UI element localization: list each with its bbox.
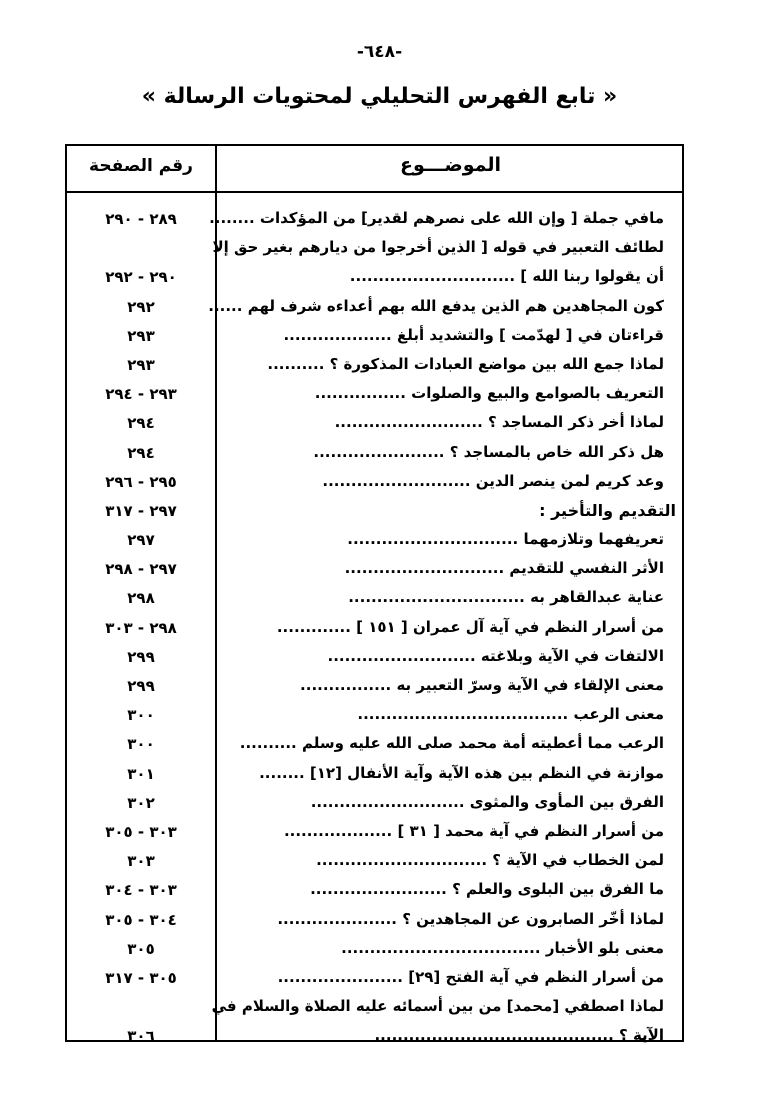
table-row (67, 527, 682, 556)
topic-label: قراءتان في [ لهدّمت ] والتشديد أبلغ (396, 325, 664, 344)
topic-text (223, 705, 664, 723)
topic-label: لماذا أخر ذكر المساجد ؟ (488, 413, 664, 432)
leader-dots: ............................ (344, 559, 505, 578)
page-ref: ٢٩٩ (127, 677, 155, 695)
topic-text (208, 296, 664, 315)
topic-label: الرعب مما أعطيته أمة محمد صلى الله عليه وسلم (301, 734, 664, 753)
topic-text (223, 472, 664, 490)
leader-dots: ..................................... (357, 705, 569, 724)
page-ref: ٢٩٠ - ٢٩٢ (105, 268, 177, 287)
topic-label: معنى الرعب (573, 705, 664, 724)
topic-label: التعريف بالصوامع والبيع والصلوات (411, 384, 664, 403)
topic-label: معنى بلو الأخبار (545, 938, 664, 957)
topic-label: من أسرار النظم في آية الفتح [٢٩] (408, 967, 664, 986)
leader-dots: ................... (283, 821, 393, 840)
table-row (67, 294, 682, 323)
topic-label: لمن الخطاب في الآية ؟ (492, 851, 664, 870)
table-row (67, 323, 682, 352)
leader-dots: ..................... (277, 909, 398, 928)
table-row (67, 848, 682, 877)
page-ref: ٢٩٣ (127, 355, 155, 374)
topic-label: وعد كريم لمن ينصر الدين (475, 471, 664, 490)
leader-dots: .......................................... (374, 1026, 614, 1045)
topic-text (223, 413, 664, 431)
page-ref: ٣٠٣ - ٣٠٤ (105, 881, 177, 900)
page-ref: ٣٠٦ (127, 1027, 155, 1046)
topic-text (223, 588, 664, 606)
page-number: -٦٤٨- (356, 42, 403, 62)
table-row (67, 585, 682, 614)
column-header-topic: الموضـــوع (399, 154, 502, 176)
header-divider (67, 191, 682, 193)
page-ref: ٣٠٣ (127, 852, 155, 871)
topic-label: لماذا اصطفي [محمد] من بين أسمائه عليه الصلاة والسلام في (211, 997, 664, 1016)
topic-text (223, 910, 664, 928)
index-rows (67, 206, 682, 1052)
topic-label: لماذا جمع الله بين مواضع العبادات المذكورة ؟ (329, 354, 664, 373)
topic-text (223, 1026, 664, 1044)
topic-text (223, 647, 664, 665)
topic-text (223, 793, 664, 811)
page-ref: ٢٩٩ (127, 647, 155, 666)
leader-dots: ............................... (348, 588, 525, 607)
topic-text (223, 618, 664, 636)
page-ref: ٣٠٥ (127, 939, 155, 958)
page-ref: ٣٠٢ (127, 793, 155, 812)
table-row (67, 936, 682, 965)
table-row (67, 965, 682, 994)
table-row (67, 731, 682, 760)
topic-text (223, 880, 664, 898)
topic-text (223, 443, 664, 461)
leader-dots: .............................. (347, 530, 519, 549)
table-row (67, 264, 682, 293)
leader-dots: ............. (276, 617, 351, 636)
leader-dots: ............................. (349, 267, 516, 286)
leader-dots: .............................. (316, 851, 488, 870)
topic-label: من أسرار النظم في آية آل عمران [ ١٥١ ] (356, 617, 664, 636)
page-ref: ٢٩٤ (127, 414, 155, 433)
topic-text (223, 764, 664, 782)
page-ref: ٢٩٣ (127, 326, 155, 345)
topic-label: أن يقولوا ربنا الله ] (520, 267, 664, 286)
table-row (67, 673, 682, 702)
page-ref: ٢٩٧ (127, 531, 155, 550)
table-row (67, 761, 682, 790)
page-ref: ٣٠٣ - ٣٠٥ (105, 822, 177, 841)
leader-dots: ....................... (313, 442, 445, 461)
topic-text (209, 209, 664, 227)
topic-text (223, 326, 664, 344)
topic-label: لطائف التعبير في قوله [ الذين أخرجوا من ديارهم بغير حق إلا (212, 238, 664, 257)
table-row (67, 498, 682, 527)
topic-label: ما الفرق بين البلوى والعلم ؟ (452, 880, 664, 899)
table-row (67, 381, 682, 410)
page-ref: ٢٩٥ - ٢٩٦ (105, 472, 177, 491)
table-row (67, 615, 682, 644)
leader-dots: ........................ (310, 880, 447, 899)
table-row (67, 644, 682, 673)
column-header-page: رقم الصفحة (89, 156, 193, 176)
leader-dots: ...... (208, 296, 243, 315)
topic-label: عناية عبدالقاهر به (530, 588, 664, 607)
section-heading (223, 501, 676, 520)
topic-label: الفرق بين المأوى والمثوى (469, 792, 664, 811)
table-row (67, 206, 682, 235)
topic-text (223, 559, 664, 577)
leader-dots: .......................... (334, 413, 483, 432)
table-row (67, 907, 682, 936)
page-ref: ٣٠٥ - ٣١٧ (105, 968, 177, 987)
table-row (67, 702, 682, 731)
topic-label: مافي جملة [ وإن الله على نصرهم لقدير] من المؤكدات (259, 209, 664, 227)
table-row (67, 440, 682, 469)
page-ref: ٢٨٩ - ٢٩٠ (105, 210, 177, 228)
table-row (67, 819, 682, 848)
topic-text (223, 968, 664, 986)
page-ref: ٣٠١ (127, 764, 155, 783)
table-row (67, 994, 682, 1023)
leader-dots: .......... (267, 354, 325, 373)
page-ref: ٣٠٠ (127, 706, 155, 725)
topic-text (211, 997, 664, 1016)
table-row (67, 352, 682, 381)
page-ref: ٢٩٨ - ٣٠٣ (105, 618, 177, 637)
topic-label: لماذا أخّر الصابرون عن المجاهدين ؟ (402, 909, 664, 928)
topic-label: معنى الإلقاء في الآية وسرّ التعبير به (396, 676, 664, 694)
page-ref: ٢٩٧ - ٢٩٨ (105, 560, 177, 579)
table-row (67, 410, 682, 439)
leader-dots: ........................... (310, 792, 465, 811)
table-row (67, 1023, 682, 1052)
page-ref: ٢٩٧ - ٣١٧ (105, 501, 177, 520)
topic-text (223, 530, 664, 548)
leader-dots: ........ (259, 763, 305, 782)
topic-label: الآية ؟ (619, 1026, 664, 1045)
topic-label: التقديم والتأخير : (539, 500, 676, 520)
leader-dots: ................ (314, 384, 406, 403)
topic-label: من أسرار النظم في آية محمد [ ٣١ ] (397, 821, 664, 840)
page-title: « تابع الفهرس التحليلي لمحتويات الرسالة » (141, 84, 618, 109)
topic-label: كون المجاهدين هم الذين يدفع الله بهم أعداءه شرف لهم (247, 296, 664, 315)
topic-text (223, 676, 664, 694)
page-ref: ٣٠٤ - ٣٠٥ (105, 910, 177, 929)
leader-dots: ........ (209, 209, 255, 227)
table-row (67, 469, 682, 498)
table-row (67, 877, 682, 906)
topic-text (223, 851, 664, 869)
topic-label: تعريفهما وتلازمهما (523, 530, 664, 549)
page-ref: ٢٩٤ (127, 443, 155, 462)
index-table (65, 144, 684, 1046)
topic-text (223, 384, 664, 402)
page-ref: ٣٠٠ (127, 735, 155, 754)
leader-dots: ................... (283, 325, 392, 344)
leader-dots: .......................... (327, 646, 476, 665)
topic-text (223, 267, 664, 285)
table-row (67, 790, 682, 819)
page-ref: ٢٩٢ (127, 297, 155, 316)
leader-dots: ................ (300, 676, 392, 694)
page-ref: ٢٩٨ (127, 589, 155, 608)
leader-dots: .......................... (322, 471, 471, 490)
leader-dots: .......... (239, 734, 297, 753)
topic-text (223, 355, 664, 373)
topic-text (223, 734, 664, 752)
page-ref: ٢٩٣ - ٢٩٤ (105, 385, 177, 404)
topic-label: هل ذكر الله خاص بالمساجد ؟ (449, 442, 664, 461)
topic-text (223, 822, 664, 840)
leader-dots: ...................... (277, 967, 403, 986)
topic-label: موازنة في النظم بين هذه الآية وآية الأنفال [١٢] (309, 763, 664, 782)
table-row (67, 556, 682, 585)
leader-dots: ................................... (341, 938, 541, 957)
topic-label: الأثر النفسي للتقديم (509, 559, 664, 578)
topic-text (212, 238, 664, 257)
table-row (67, 235, 682, 264)
topic-label: الالتفات في الآية وبلاغته (480, 646, 664, 665)
topic-text (223, 939, 664, 957)
